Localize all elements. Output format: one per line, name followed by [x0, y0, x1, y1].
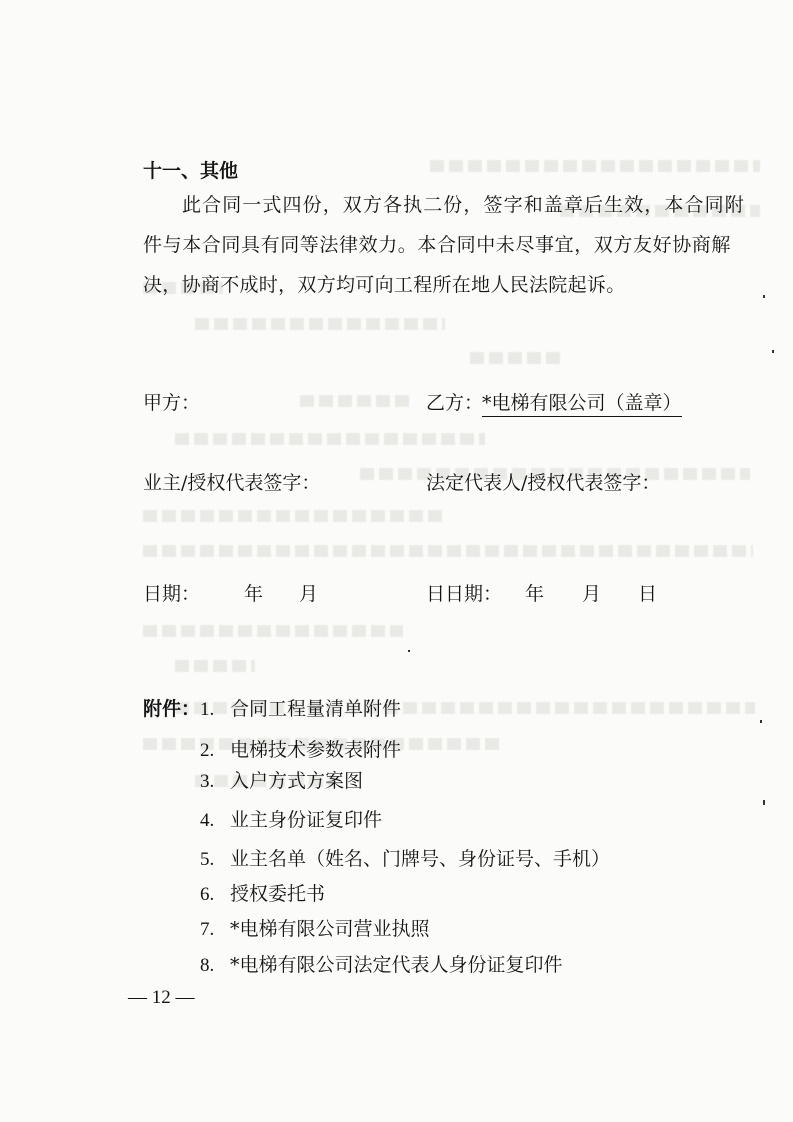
attachment-number: 8. — [200, 955, 215, 976]
attachment-number: 2. — [200, 740, 215, 761]
attachment-text: 授权委托书 — [230, 883, 326, 905]
scan-speck — [763, 295, 765, 298]
attachment-number: 5. — [200, 849, 215, 870]
attachments-label: 附件： — [143, 698, 201, 720]
attachment-item — [200, 694, 401, 721]
legal-rep-signature-label: 法定代表人/授权代表签字： — [426, 472, 661, 494]
date-right-day: 日 — [638, 583, 658, 605]
date-right-year: 年 — [525, 583, 545, 605]
party-a-label: 甲方： — [143, 392, 201, 414]
attachment-text: 业主身份证复印件 — [230, 809, 383, 831]
attachment-item — [200, 844, 610, 871]
scan-speck — [408, 650, 410, 652]
scan-speck — [772, 350, 774, 353]
date-right-month: 月 — [582, 583, 602, 605]
attachment-text: 电梯技术参数表附件 — [230, 739, 402, 761]
bleed-through-decoration — [143, 625, 403, 637]
attachment-number: 4. — [200, 810, 215, 831]
attachment-text: 入户方式方案图 — [230, 770, 364, 792]
attachment-number: 3. — [200, 771, 215, 792]
attachment-item — [200, 735, 401, 762]
attachment-item — [200, 879, 325, 906]
bleed-through-decoration — [143, 510, 443, 522]
bleed-through-decoration — [470, 352, 560, 364]
bleed-through-decoration — [143, 545, 753, 557]
paragraph-line: 决，协商不成时，双方均可向工程所在地人民法院起诉。 — [143, 274, 626, 296]
attachment-text: 合同工程量清单附件 — [230, 698, 402, 720]
date-left-year: 年 — [244, 583, 264, 605]
date-right-label: 日日期： — [426, 583, 503, 605]
bleed-through-decoration — [175, 660, 255, 672]
attachment-text: *电梯有限公司法定代表人身份证复印件 — [230, 954, 563, 976]
attachment-number: 1. — [200, 699, 215, 720]
party-b-seal-field[interactable]: *电梯有限公司（盖章） — [482, 388, 682, 417]
party-b-label: 乙方： — [426, 392, 484, 414]
attachment-text: *电梯有限公司营业执照 — [230, 918, 430, 940]
scan-speck — [763, 800, 765, 805]
section-heading: 十一、其他 — [143, 160, 239, 182]
attachment-item — [200, 950, 563, 977]
attachment-item — [200, 805, 382, 832]
attachment-text: 业主名单（姓名、门牌号、身份证号、手机） — [230, 848, 611, 870]
paragraph-line: 此合同一式四份，双方各执二份，签字和盖章后生效，本合同附 — [182, 194, 745, 216]
attachment-number: 7. — [200, 919, 215, 940]
bleed-through-decoration — [175, 433, 485, 445]
date-left-month: 月 — [299, 583, 319, 605]
date-left-label: 日期： — [143, 583, 201, 605]
page-number: — 12 — — [128, 987, 195, 1008]
paragraph-line: 件与本合同具有同等法律效力。本合同中未尽事宜，双方友好协商解 — [143, 234, 732, 256]
bleed-through-decoration — [300, 395, 410, 407]
attachment-number: 6. — [200, 884, 215, 905]
attachment-item — [200, 766, 363, 793]
attachment-item — [200, 914, 430, 941]
bleed-through-decoration — [430, 160, 760, 172]
scan-speck — [760, 720, 762, 723]
owner-signature-label: 业主/授权代表签字： — [143, 472, 321, 494]
bleed-through-decoration — [195, 318, 445, 330]
